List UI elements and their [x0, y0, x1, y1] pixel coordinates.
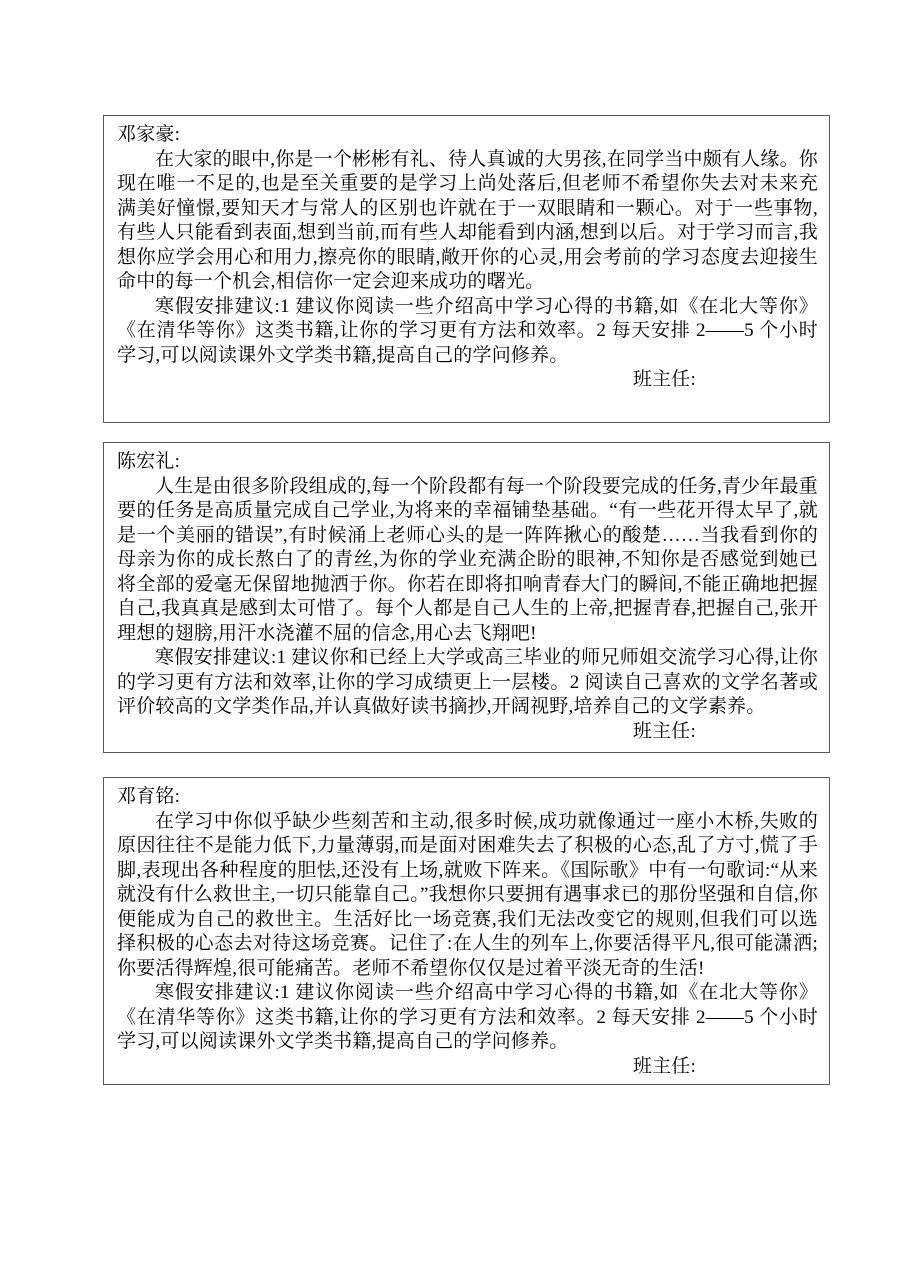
comment-paragraph: 人生是由很多阶段组成的,每一个阶段都有每一个阶段要完成的任务,青少年最重要的任务是高质量完成自己学业,为将来的幸福铺垫基础。“有一些花开得太早了,就是一个美丽的错误”,有时候涌上老师心头的是一阵阵揪心的酸楚……当我看到你的母亲为你的成长熬白了的青丝,为你的学业充满企盼的眼神,不知你是否感觉到她已将全部的爱毫无保留地抛洒于你。你若在即将扣响青春大门的瞬间,不能正确地把握自己,我真真是感到太可惜了。每个人都是自己人生的上帝,把握青春,把握自己,张开理想的翅膀,用汗水浇灌不屈的信念,用心去飞翔吧!	[117, 475, 818, 644]
suggestion-paragraph: 寒假安排建议:1 建议你阅读一些介绍高中学习心得的书籍,如《在北大等你》《在清华等你》这类书籍,让你的学习更有方法和效率。2 每天安排 2——5 个小时学习,可以阅读课外文学类书籍,提高自己的学问修养。	[117, 295, 818, 366]
student-name: 邓家豪:	[117, 124, 181, 145]
comment-card-chenhongli	[103, 442, 830, 753]
student-name: 陈宏礼:	[117, 451, 181, 472]
signature-label: 班主任:	[632, 369, 696, 390]
signature-label: 班主任:	[632, 1055, 696, 1077]
comment-paragraph: 在学习中你似乎缺少些刻苦和主动,很多时候,成功就像通过一座小木桥,失败的原因往往不是能力低下,力量薄弱,而是面对困难失去了积极的心态,乱了方寸,慌了手脚,表现出各种程度的胆怯,还没有上场,就败下阵来。《国际歌》中有一句歌词:“从来就没有什么救世主,一切只能靠自己。”我想你只要拥有遇事求已的那份坚强和自信,你便能成为自己的救世主。生活好比一场竞赛,我们无法改变它的规则,但我们可以选择积极的心态去对待这场竞赛。记住了:在人生的列车上,你要活得平凡,很可能潇洒;你要活得辉煌,很可能痛苦。老师不希望你仅仅是过着平淡无奇的生活!	[117, 810, 818, 979]
comment-card-dengyuming	[103, 777, 830, 1085]
suggestion-paragraph: 寒假安排建议:1 建议你和已经上大学或高三毕业的师兄师姐交流学习心得,让你的学习更有方法和效率,让你的学习成绩更上一层楼。2 阅读自己喜欢的文学名著或评价较高的文学类作品,并认真做好读书摘抄,开阔视野,培养自己的文学素养。	[117, 647, 818, 717]
suggestion-paragraph: 寒假安排建议:1 建议你阅读一些介绍高中学习心得的书籍,如《在北大等你》《在清华等你》这类书籍,让你的学习更有方法和效率。2 每天安排 2——5 个小时学习,可以阅读课外文学类书籍,提高自己的学问修养。	[117, 982, 818, 1052]
student-name: 邓育铭:	[117, 786, 181, 807]
comment-paragraph: 在大家的眼中,你是一个彬彬有礼、待人真诚的大男孩,在同学当中颇有人缘。你现在唯一不足的,也是至关重要的是学习上尚处落后,但老师不希望你失去对未来充满美好憧憬,要知天才与常人的区别也许就在于一双眼睛和一颗心。对于一些事物,有些人只能看到表面,想到当前,而有些人却能看到内涵,想到以后。对于学习而言,我想你应学会用心和用力,擦亮你的眼睛,敞开你的心灵,用会考前的学习态度去迎接生命中的每一个机会,相信你一定会迎来成功的曙光。	[117, 148, 818, 292]
comment-card-dengjiahao	[103, 115, 830, 423]
signature-label: 班主任:	[632, 720, 696, 742]
